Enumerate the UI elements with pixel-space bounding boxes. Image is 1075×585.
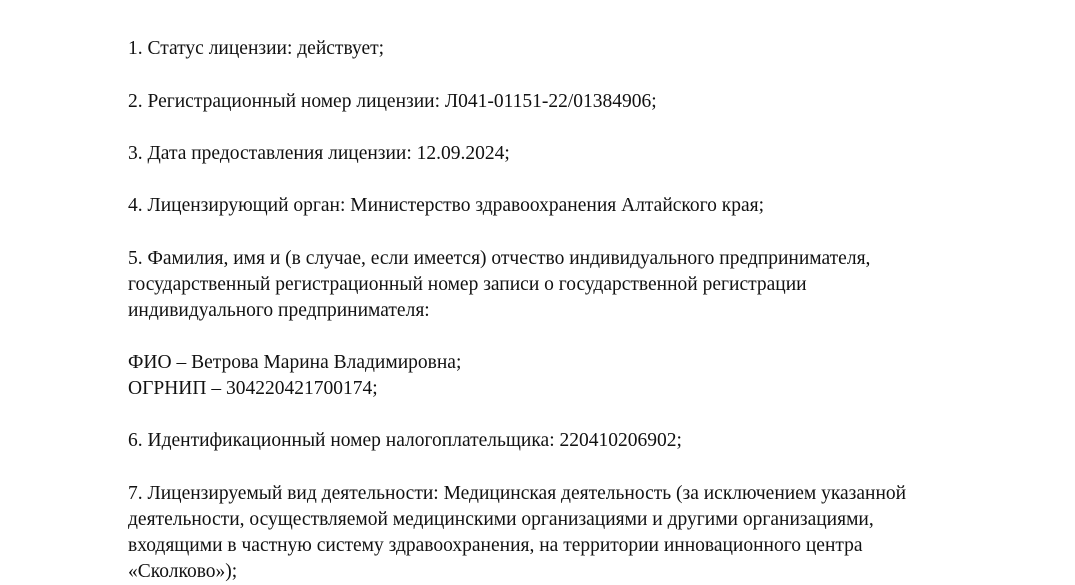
activity-type-line-4: «Сколково»); <box>128 561 238 582</box>
activity-type-line-3: входящими в частную систему здравоохранения, на территории инновационного центра <box>128 535 863 556</box>
licensing-authority: 4. Лицензирующий орган: Министерство здравоохранения Алтайского края; <box>128 195 765 216</box>
entrepreneur-heading-line-2: государственный регистрационный номер записи о государственной регистрации <box>128 274 807 295</box>
activity-type-line-1: 7. Лицензируемый вид деятельности: Медицинская деятельность (за исключением указанной <box>128 483 907 504</box>
entrepreneur-heading-line-1: 5. Фамилия, имя и (в случае, если имеется) отчество индивидуального предпринимателя, <box>128 248 871 269</box>
activity-type-line-2: деятельности, осуществляемой медицинскими организациями и другими организациями, <box>128 509 874 530</box>
entrepreneur-heading-line-3: индивидуального предпринимателя: <box>128 300 430 321</box>
entrepreneur-fio: ФИО – Ветрова Марина Владимировна; <box>128 352 462 373</box>
registration-number: 2. Регистрационный номер лицензии: Л041-01151-22/01384906; <box>128 91 657 112</box>
issue-date: 3. Дата предоставления лицензии: 12.09.2024; <box>128 143 510 164</box>
taxpayer-id: 6. Идентификационный номер налогоплательщика: 220410206902; <box>128 430 682 451</box>
license-status: 1. Статус лицензии: действует; <box>128 38 385 59</box>
entrepreneur-ogrnip: ОГРНИП – 304220421700174; <box>128 378 378 399</box>
